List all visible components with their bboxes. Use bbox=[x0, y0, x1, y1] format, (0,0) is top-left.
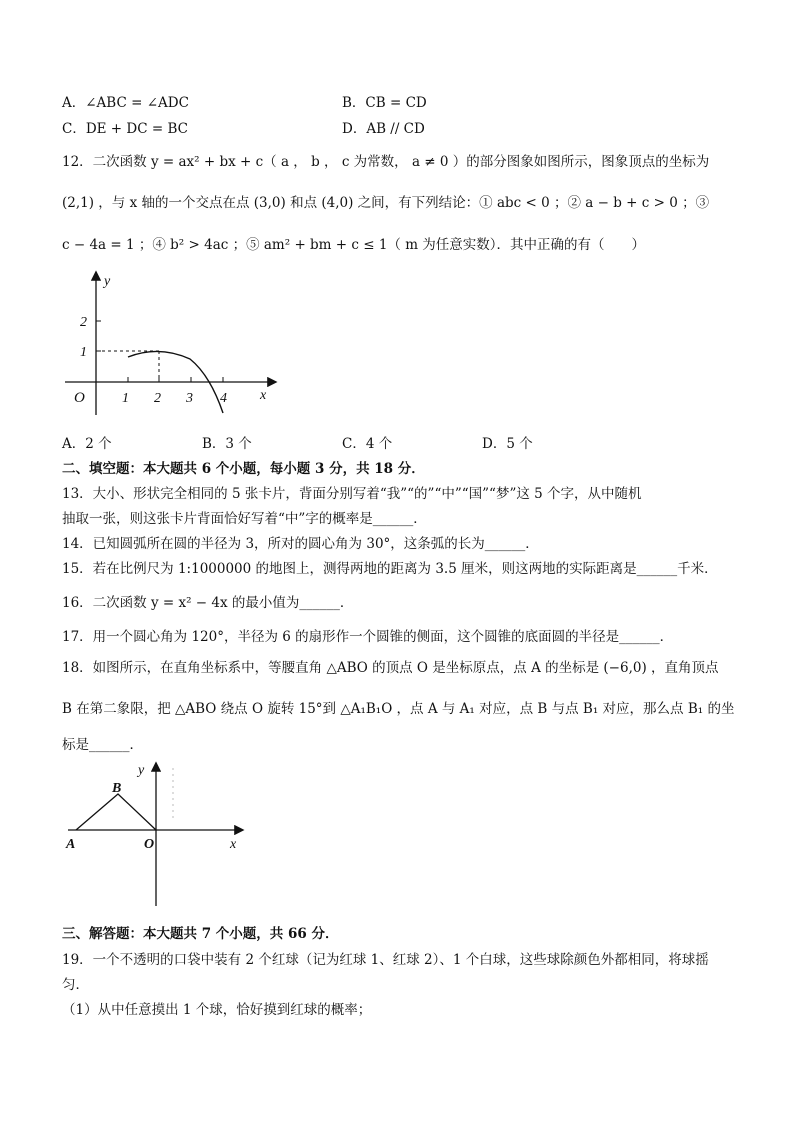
graph-x-label: x bbox=[260, 388, 267, 403]
graph-y-tick-1: 1 bbox=[80, 345, 87, 360]
q16: 16．二次函数 y = x² − 4x 的最小值为______． bbox=[62, 595, 354, 611]
q19-line1: 19．一个不透明的口袋中装有 2 个红球（记为红球 1、红球 2）、1 个白球，这些球除颜色外都相同，将球摇 bbox=[62, 952, 709, 968]
graph-origin-label: O bbox=[74, 390, 85, 406]
q12-line2: (2,1) ，与 x 轴的一个交点在点 (3,0) 和点 (4,0) 之间，有下列结论：① abc < 0 ；② a − b + c > 0 ；③ bbox=[62, 195, 710, 211]
q11-option-d: D．AB // CD bbox=[342, 121, 425, 137]
point-o-label: O bbox=[144, 837, 155, 852]
q12-option-c: C．4 个 bbox=[342, 436, 393, 452]
q18-line3: 标是______． bbox=[62, 737, 143, 753]
graph-x-tick-1: 1 bbox=[122, 391, 129, 406]
q11-option-c: C．DE + DC = BC bbox=[62, 121, 188, 137]
q12-option-d: D．5 个 bbox=[482, 436, 533, 452]
q12-option-b: B．3 个 bbox=[202, 436, 252, 452]
q13-line1: 13．大小、形状完全相同的 5 张卡片，背面分别写着“我”“的”“中”“国”“梦”这 5 个字，从中随机 bbox=[62, 486, 642, 502]
point-b-label: B bbox=[112, 781, 122, 796]
q12-parabola-graph bbox=[60, 265, 285, 425]
section3-title: 三、解答题：本大题共 7 个小题，共 66 分． bbox=[62, 926, 339, 942]
graph-x-tick-3: 3 bbox=[186, 391, 193, 406]
q11-option-a: A．∠ABC = ∠ADC bbox=[62, 95, 189, 111]
section2-title: 二、填空题：本大题共 6 个小题，每小题 3 分，共 18 分． bbox=[62, 461, 425, 477]
graph-y-label: y bbox=[104, 274, 111, 289]
graph-y-tick-2: 2 bbox=[80, 315, 87, 330]
q13-line2: 抽取一张，则这张卡片背面恰好写着“中”字的概率是______． bbox=[62, 511, 427, 527]
graph2-x-label: x bbox=[230, 837, 237, 852]
q14: 14．已知圆弧所在圆的半径为 3，所对的圆心角为 30°，这条弧的长为______． bbox=[62, 536, 539, 552]
q19-line2: 匀． bbox=[62, 977, 89, 993]
graph2-y-label: y bbox=[138, 763, 145, 778]
q15: 15．若在比例尺为 1:1000000 的地图上，测得两地的距离为 3.5 厘米，则这两地的实际距离是______千米． bbox=[62, 561, 718, 577]
q18-line2: B 在第二象限，把 △ABO 绕点 O 旋转 15°到 △A₁B₁O ，点 A 与 A₁ 对应，点 B 与点 B₁ 对应，那么点 B₁ 的坐 bbox=[62, 701, 735, 717]
graph-x-tick-4: 4 bbox=[220, 391, 227, 406]
q12-line3: c − 4a = 1 ；④ b² > 4ac ；⑤ am² + bm + c ≤ 1（ m 为任意实数）．其中正确的有（ ） bbox=[62, 237, 646, 253]
q17: 17．用一个圆心角为 120°，半径为 6 的扇形作一个圆锥的侧面，这个圆锥的底面圆的半径是______． bbox=[62, 629, 674, 645]
q19-part1: （1）从中任意摸出 1 个球，恰好摸到红球的概率； bbox=[62, 1002, 372, 1018]
point-a-label: A bbox=[66, 837, 76, 852]
q12-option-a: A．2 个 bbox=[62, 436, 112, 452]
q12-line1: 12．二次函数 y = ax² + bx + c（ a ， b ， c 为常数， a ≠ 0 ）的部分图象如图所示，图象顶点的坐标为 bbox=[62, 154, 710, 170]
graph-x-tick-2: 2 bbox=[154, 391, 161, 406]
q11-option-b: B．CB = CD bbox=[342, 95, 427, 111]
q18-line1: 18．如图所示，在直角坐标系中，等腰直角 △ABO 的顶点 O 是坐标原点，点 A 的坐标是 (−6,0) ，直角顶点 bbox=[62, 660, 719, 676]
triangle-abo bbox=[76, 794, 156, 830]
q18-triangle-graph bbox=[62, 758, 252, 910]
